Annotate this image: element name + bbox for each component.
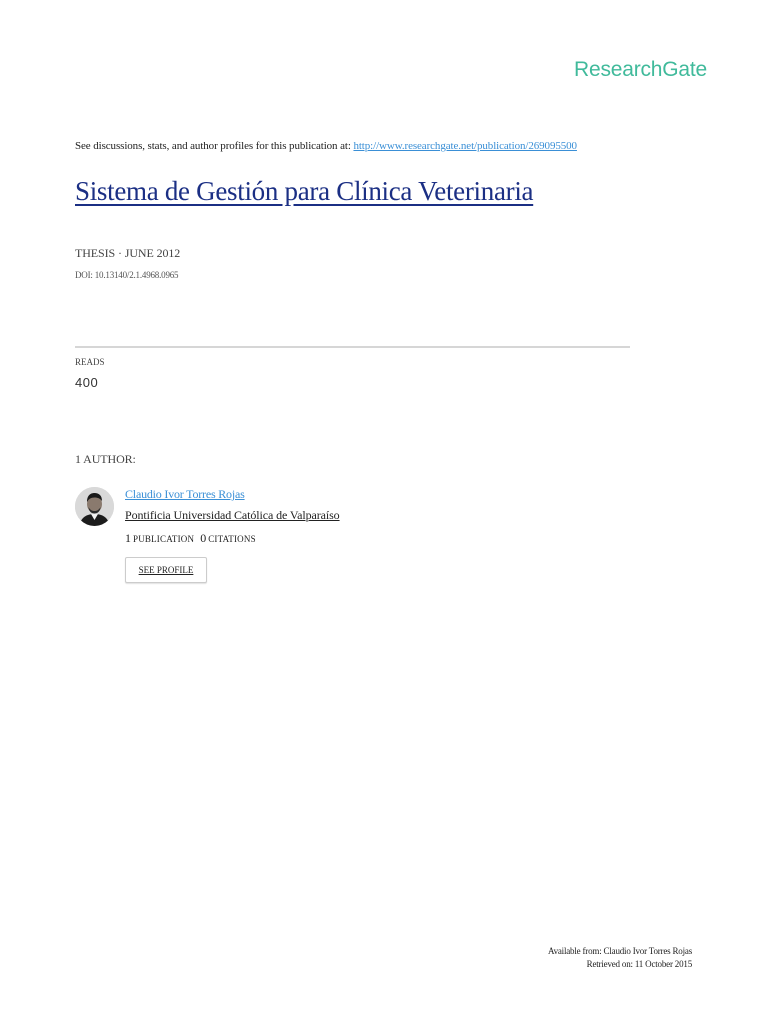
retrieved-on-text: Retrieved on: 11 October 2015 [586,959,692,969]
publications-count: 1 [125,531,131,545]
publication-title[interactable]: Sistema de Gestión para Clínica Veterinaria [75,176,534,206]
author-avatar[interactable] [75,487,114,526]
reads-count: 400 [75,375,99,390]
discussion-notice [75,140,577,152]
authors-label: 1 AUTHOR: [75,452,136,466]
section-divider [75,346,630,348]
available-from-text: Available from: Claudio Ivor Torres Rojas [547,946,692,956]
author-name-link[interactable]: Claudio Ivor Torres Rojas [125,487,245,501]
discussion-prefix: See discussions, stats, and author profiles for this publication at: [75,140,354,152]
publication-link[interactable]: http://www.researchgate.net/publication/269095500 [353,140,577,152]
publications-label: PUBLICATION [133,534,195,544]
citations-label: CITATIONS [208,534,256,544]
reads-label: READS [75,357,105,367]
footer-info [548,945,692,971]
researchgate-logo[interactable]: ResearchGate [574,58,708,81]
avatar-photo-icon [75,487,114,526]
publication-doi: DOI: 10.13140/2.1.4968.0965 [75,270,179,280]
author-institution-link[interactable]: Pontificia Universidad Católica de Valparaíso [125,508,340,522]
citations-count: 0 [200,531,207,545]
see-profile-button[interactable]: SEE PROFILE [125,557,207,583]
author-stats [125,531,256,546]
publication-meta: THESIS · JUNE 2012 [75,246,181,260]
